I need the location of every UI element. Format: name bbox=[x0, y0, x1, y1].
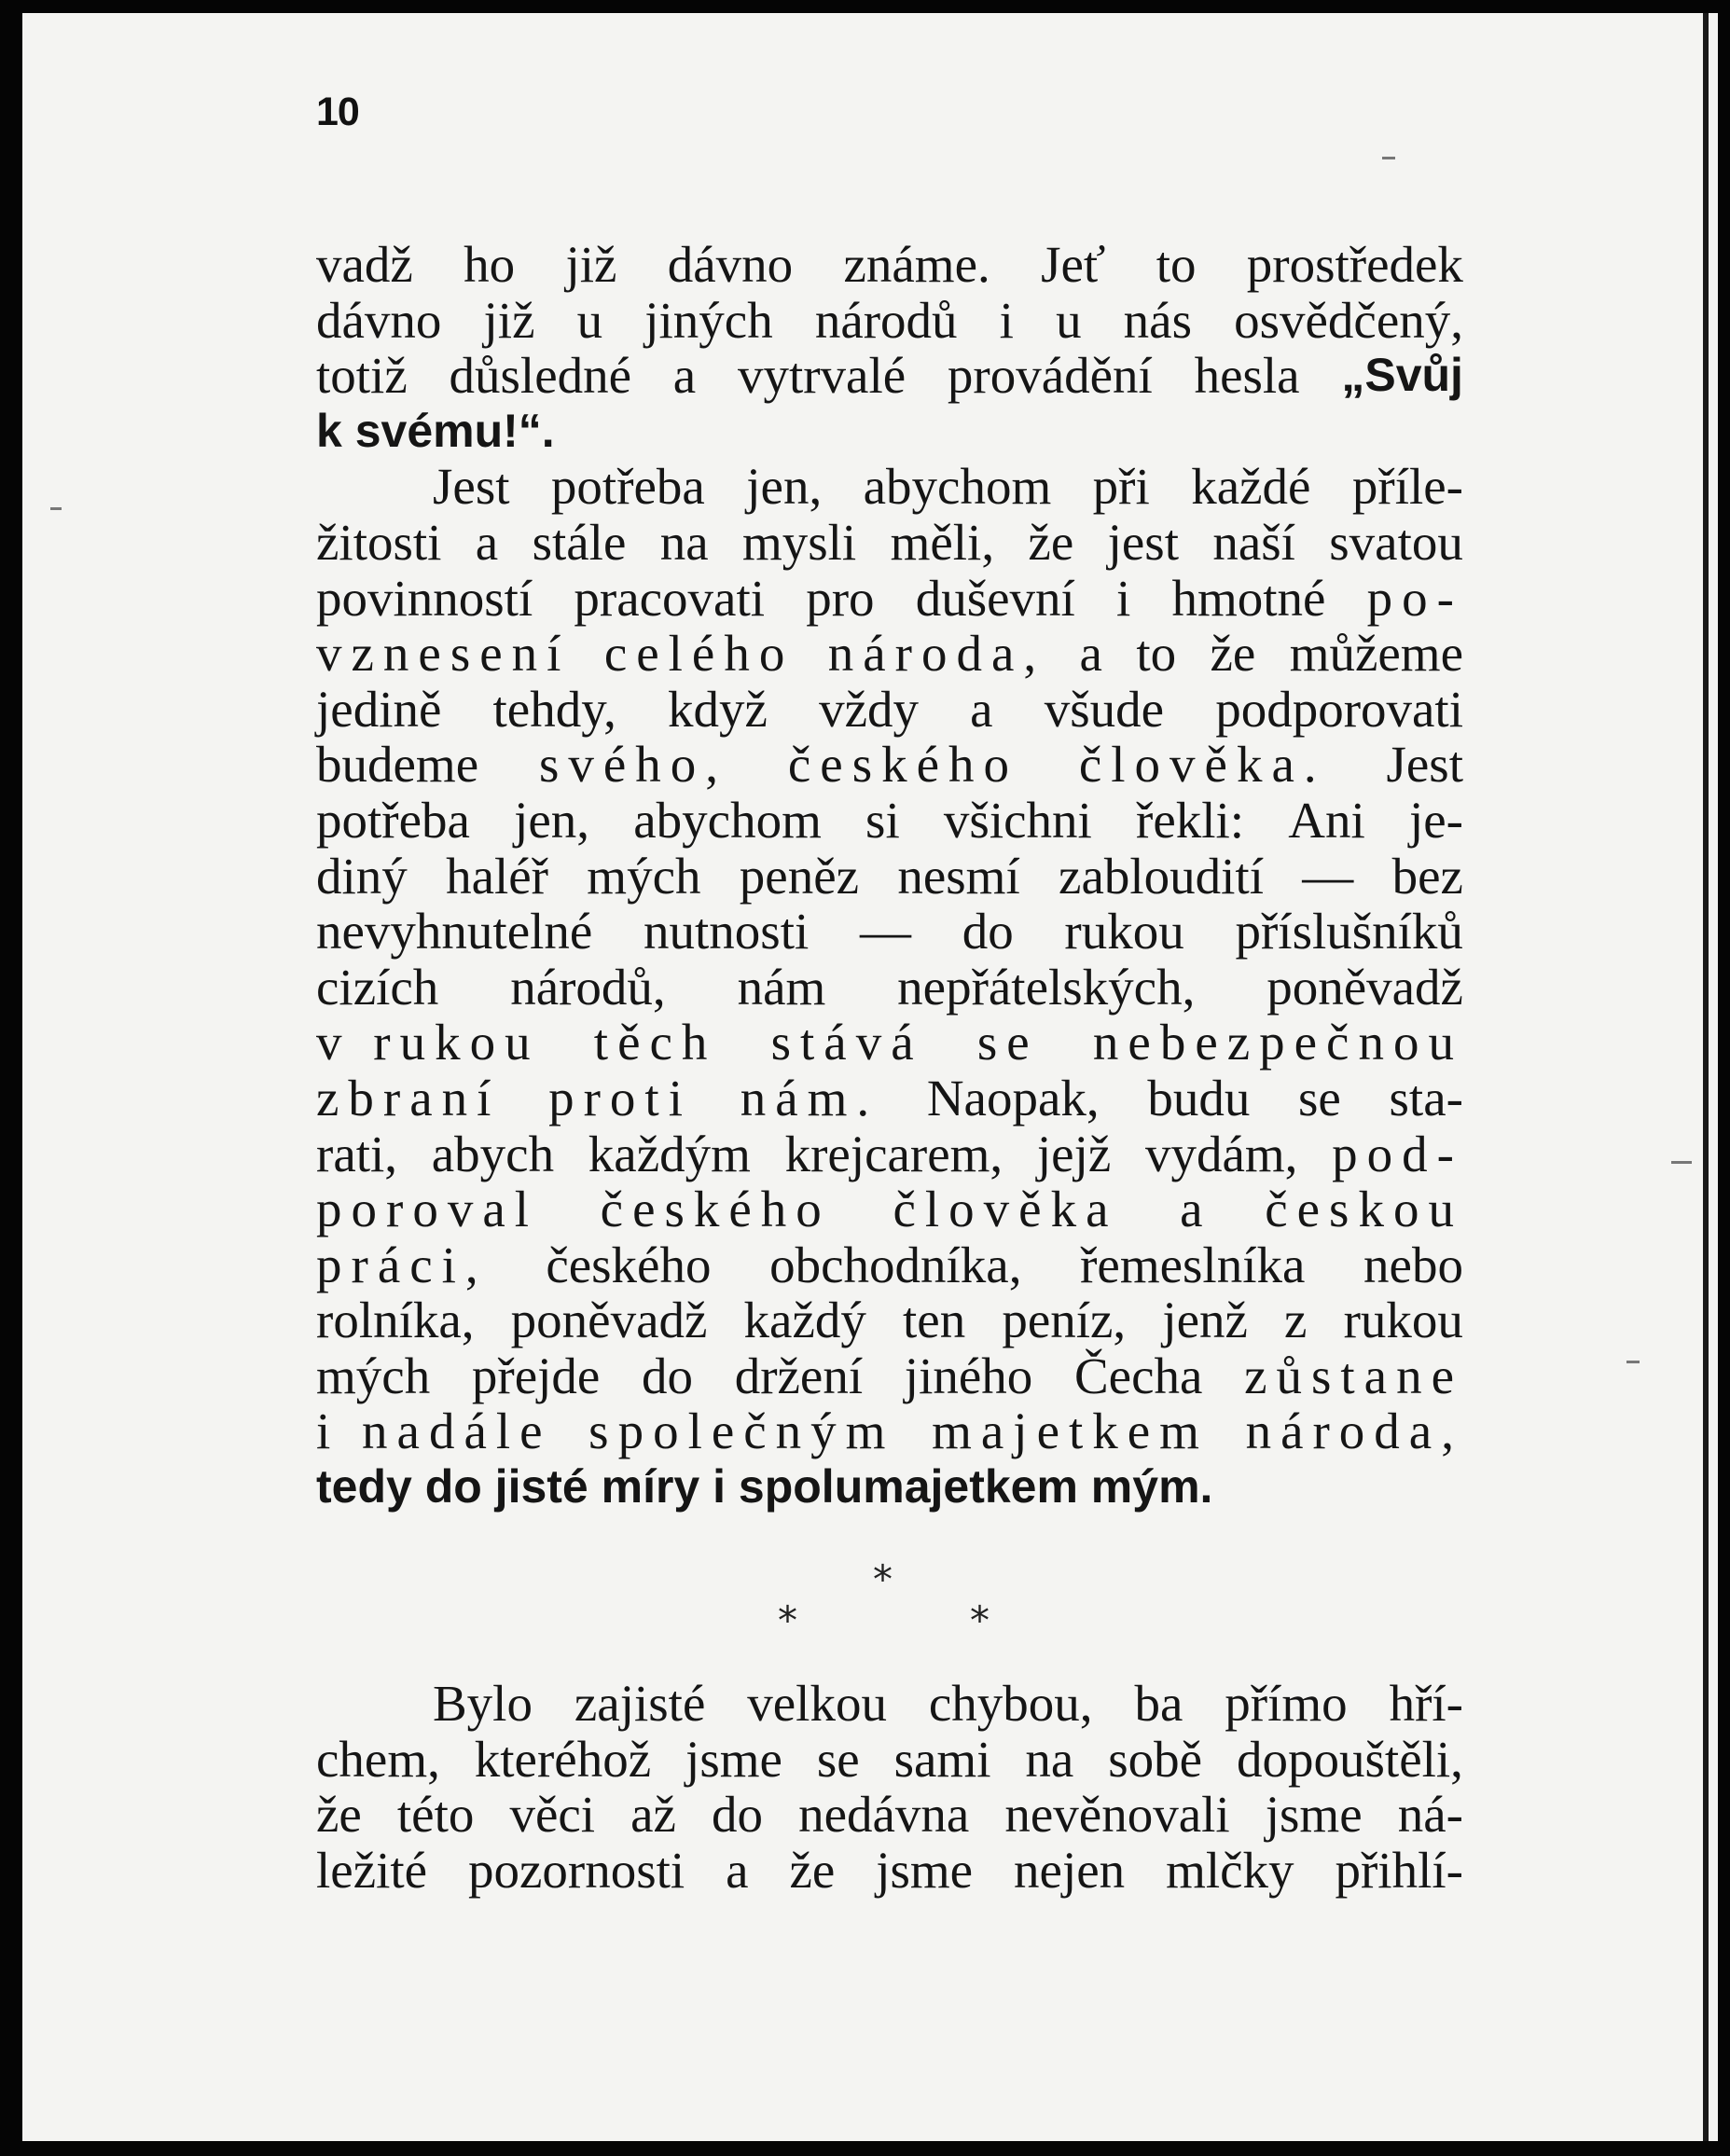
text-line: poroval českého člověka a českou bbox=[316, 1181, 1463, 1238]
section-separator bbox=[22, 1556, 1718, 1659]
text-line: v rukou těch stává se nebezpečnou bbox=[316, 1014, 1463, 1071]
text-line: budeme svého, českého člověka. Jest bbox=[316, 736, 1463, 794]
text-line: cizích národů, nám nepřátelských, poněvadž bbox=[316, 958, 1463, 1016]
text-line: k svému!“. bbox=[316, 404, 555, 457]
page-number: 10 bbox=[316, 90, 359, 134]
text-line: diný haléř mých peněz nesmí zabloudití — bez bbox=[316, 847, 1463, 905]
text-line: že této věci až do nedávna nevěnovali jsme ná- bbox=[316, 1786, 1463, 1844]
scan-mark bbox=[1626, 1361, 1640, 1363]
text-line: povinností pracovati pro duševní i hmotné po- bbox=[316, 569, 1463, 627]
text-line: práci, českého obchodníka, řemeslníka nebo bbox=[316, 1236, 1463, 1293]
text-line: tedy do jisté míry i spolumajetkem mým. bbox=[316, 1460, 1213, 1513]
text-line: chem, kteréhož jsme se sami na sobě dopouštěli, bbox=[316, 1730, 1463, 1788]
text-line: i nadále společným majetkem národa, bbox=[316, 1403, 1463, 1460]
text-line: dávno již u jiných národů i u nás osvědčený, bbox=[316, 291, 1463, 349]
text-line: zbraní proti nám. Naopak, budu se sta- bbox=[316, 1069, 1463, 1126]
book-page bbox=[22, 13, 1718, 2141]
text-line: vadž ho již dávno známe. Jeť to prostředek bbox=[316, 236, 1463, 293]
text-line: mých přejde do držení jiného Čecha zůstane bbox=[316, 1347, 1463, 1404]
text-line: rati, abych každým krejcarem, jejž vydám, pod- bbox=[316, 1125, 1463, 1182]
asterisk: * bbox=[873, 1556, 893, 1602]
text-line: žitosti a stále na mysli měli, že jest naší svatou bbox=[316, 513, 1463, 571]
text-line: potřeba jen, abychom si všichni řekli: Ani je- bbox=[316, 791, 1463, 849]
scan-mark bbox=[1382, 157, 1395, 159]
paragraph-2 bbox=[316, 1676, 1463, 1898]
scan-mark bbox=[50, 507, 62, 510]
scan-mark bbox=[1671, 1161, 1692, 1164]
text-line: Jest potřeba jen, abychom při každé příle- bbox=[433, 458, 1463, 516]
paragraph-1 bbox=[316, 237, 1463, 1515]
text-line: totiž důsledné a vytrvalé provádění hesla „Svůj bbox=[316, 347, 1463, 405]
text-line: jedině tehdy, když vždy a všude podporovati bbox=[316, 680, 1463, 738]
text-line: ležité pozornosti a že jsme nejen mlčky přihlí- bbox=[316, 1841, 1463, 1899]
asterisk: * bbox=[778, 1597, 797, 1643]
text-line: vznesení celého národa, a to že můžeme bbox=[316, 625, 1463, 683]
text-line: rolníka, poněvadž každý ten peníz, jenž z rukou bbox=[316, 1292, 1463, 1349]
asterisk: * bbox=[970, 1597, 990, 1643]
text-line: nevyhnutelné nutnosti — do rukou příslušníků bbox=[316, 903, 1463, 961]
text-line: Bylo zajisté velkou chybou, ba přímo hří- bbox=[433, 1675, 1463, 1732]
page-edge-shadow bbox=[1703, 13, 1709, 2141]
